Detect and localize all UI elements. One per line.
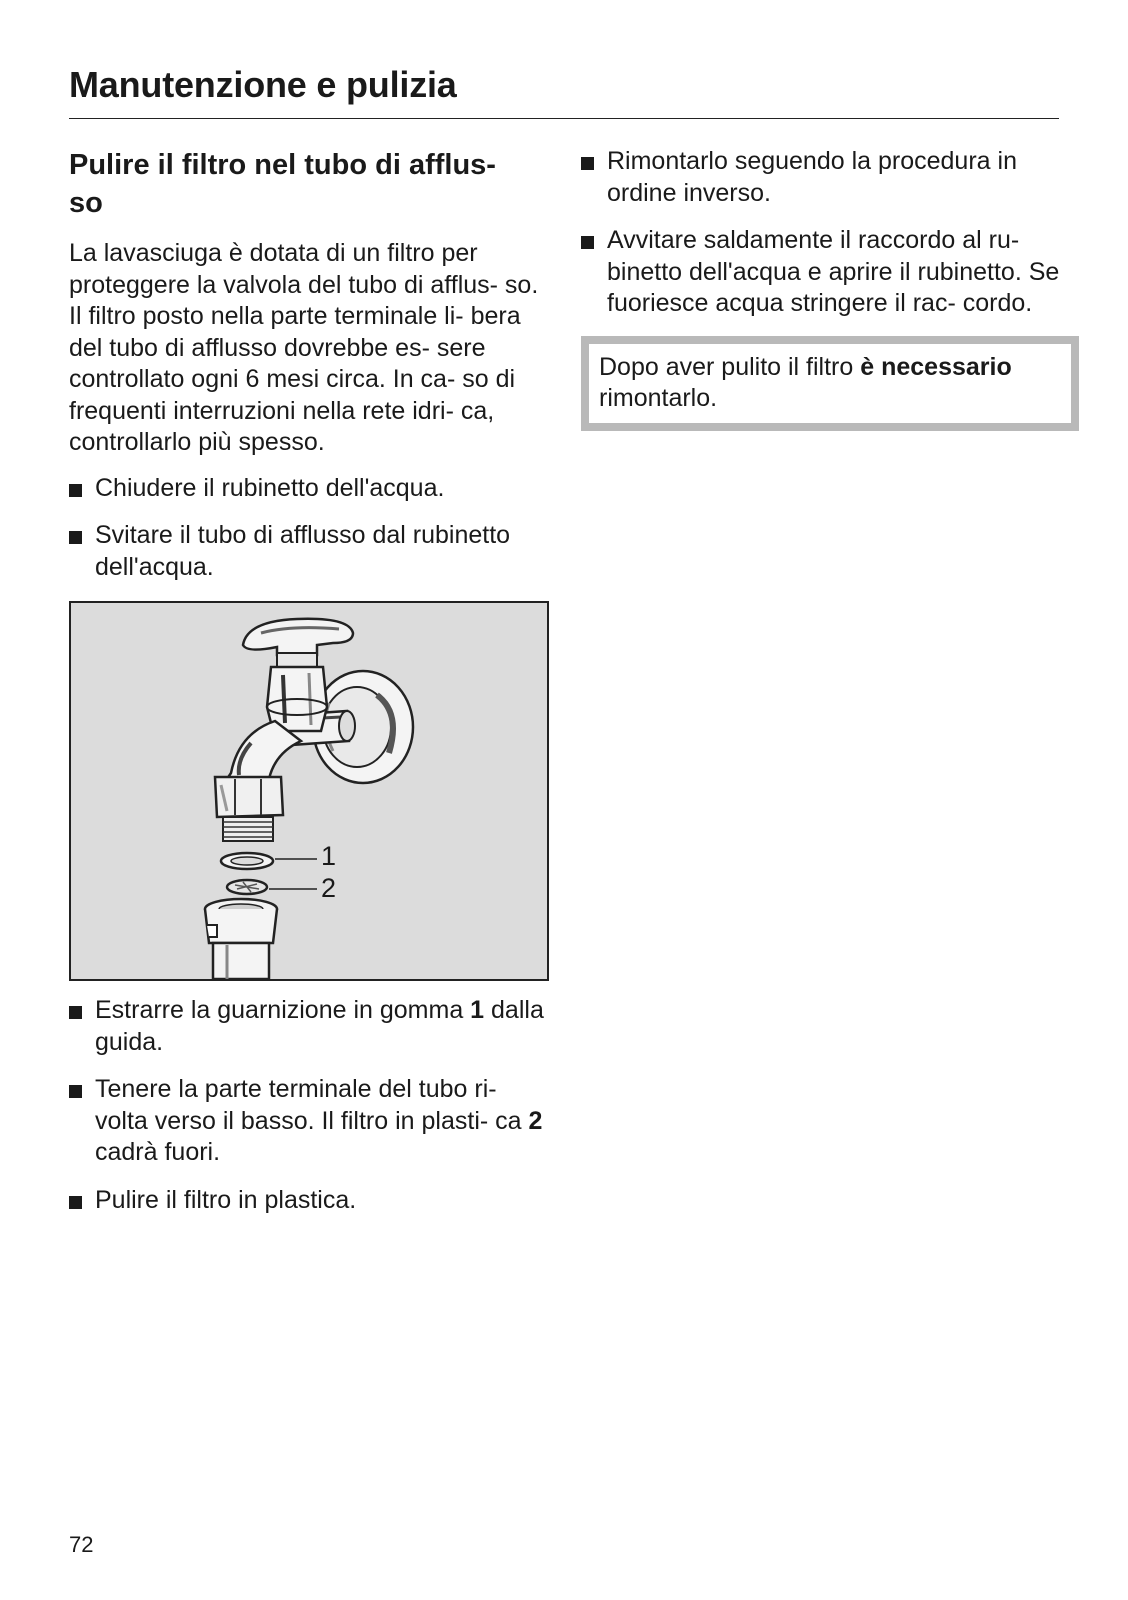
- step-text-post: dalla guida.: [95, 996, 544, 1056]
- section-heading-line2: so: [69, 187, 103, 219]
- right-column: [581, 146, 1063, 431]
- list-item: [69, 520, 551, 583]
- steps-list-right: [581, 146, 1063, 320]
- steps-list-bottom: [69, 995, 551, 1216]
- section-heading-line1: Pulire il filtro nel tubo di afflus-: [69, 149, 496, 181]
- page-title: Manutenzione e pulizia: [69, 64, 457, 105]
- steps-list-top: [69, 473, 551, 584]
- list-item: [69, 1185, 551, 1217]
- hex-nut: [215, 777, 283, 817]
- note-text-bold: è necessario: [860, 352, 1012, 381]
- list-item: [581, 146, 1063, 209]
- square-bullet-icon: [69, 484, 82, 497]
- list-item: [581, 225, 1063, 320]
- list-item: [69, 473, 551, 505]
- note-text-post: rimontarlo.: [599, 384, 718, 412]
- list-item: [69, 1074, 551, 1169]
- step-text-bold: 2: [528, 1106, 543, 1135]
- list-item: [69, 995, 551, 1058]
- tap-handle: [243, 619, 353, 667]
- section-heading: [69, 146, 551, 222]
- title-divider: [69, 118, 1059, 119]
- step-text-post: cadrà fuori.: [95, 1138, 221, 1166]
- note-box: [581, 336, 1079, 431]
- square-bullet-icon: [69, 1085, 82, 1098]
- square-bullet-icon: [69, 1196, 82, 1209]
- left-column: [69, 146, 551, 1232]
- step-text: Rimontarlo seguendo la procedura in ordine inverso.: [607, 147, 1017, 207]
- step-text-bold: 1: [470, 996, 485, 1024]
- note-text-pre: Dopo aver pulito il filtro: [599, 352, 861, 381]
- square-bullet-icon: [69, 531, 82, 544]
- faucet-illustration: [69, 601, 549, 981]
- callout-1-label: 1: [321, 841, 337, 871]
- square-bullet-icon: [69, 1006, 82, 1019]
- intro-paragraph: La lavasciuga è dotata di un filtro per proteggere la valvola del tubo di afflus- so. Il filtro posto nella parte terminale li- bera del tubo di afflusso dovrebbe es- sere controllato ogni 6 mesi circa. In ca- so di frequenti interruzioni nella rete idri- ca, controllarlo più spesso.: [69, 239, 539, 456]
- rubber-seal: [221, 853, 317, 869]
- square-bullet-icon: [581, 236, 594, 249]
- step-text-pre: Tenere la parte terminale del tubo ri- volta verso il basso. Il filtro in plasti- ca: [95, 1075, 529, 1135]
- hose-fitting: [205, 899, 277, 979]
- callout-2-label: 2: [321, 873, 337, 903]
- step-text-pre: Pulire il filtro in plastica.: [95, 1185, 357, 1214]
- square-bullet-icon: [581, 157, 594, 170]
- faucet-drawing: [71, 603, 547, 979]
- step-text-pre: Estrarre la guarnizione in gomma: [95, 996, 471, 1024]
- page-number: 72: [69, 1532, 94, 1557]
- plastic-filter: [227, 880, 317, 894]
- step-text: Avvitare saldamente il raccordo al ru- binetto dell'acqua e aprire il rubinetto. Se fuoriesce acqua stringere il rac- cordo.: [607, 226, 1060, 317]
- step-text: Chiudere il rubinetto dell'acqua.: [95, 473, 445, 502]
- thread: [223, 817, 273, 841]
- step-text: Svitare il tubo di afflusso dal rubinetto dell'acqua.: [95, 521, 511, 581]
